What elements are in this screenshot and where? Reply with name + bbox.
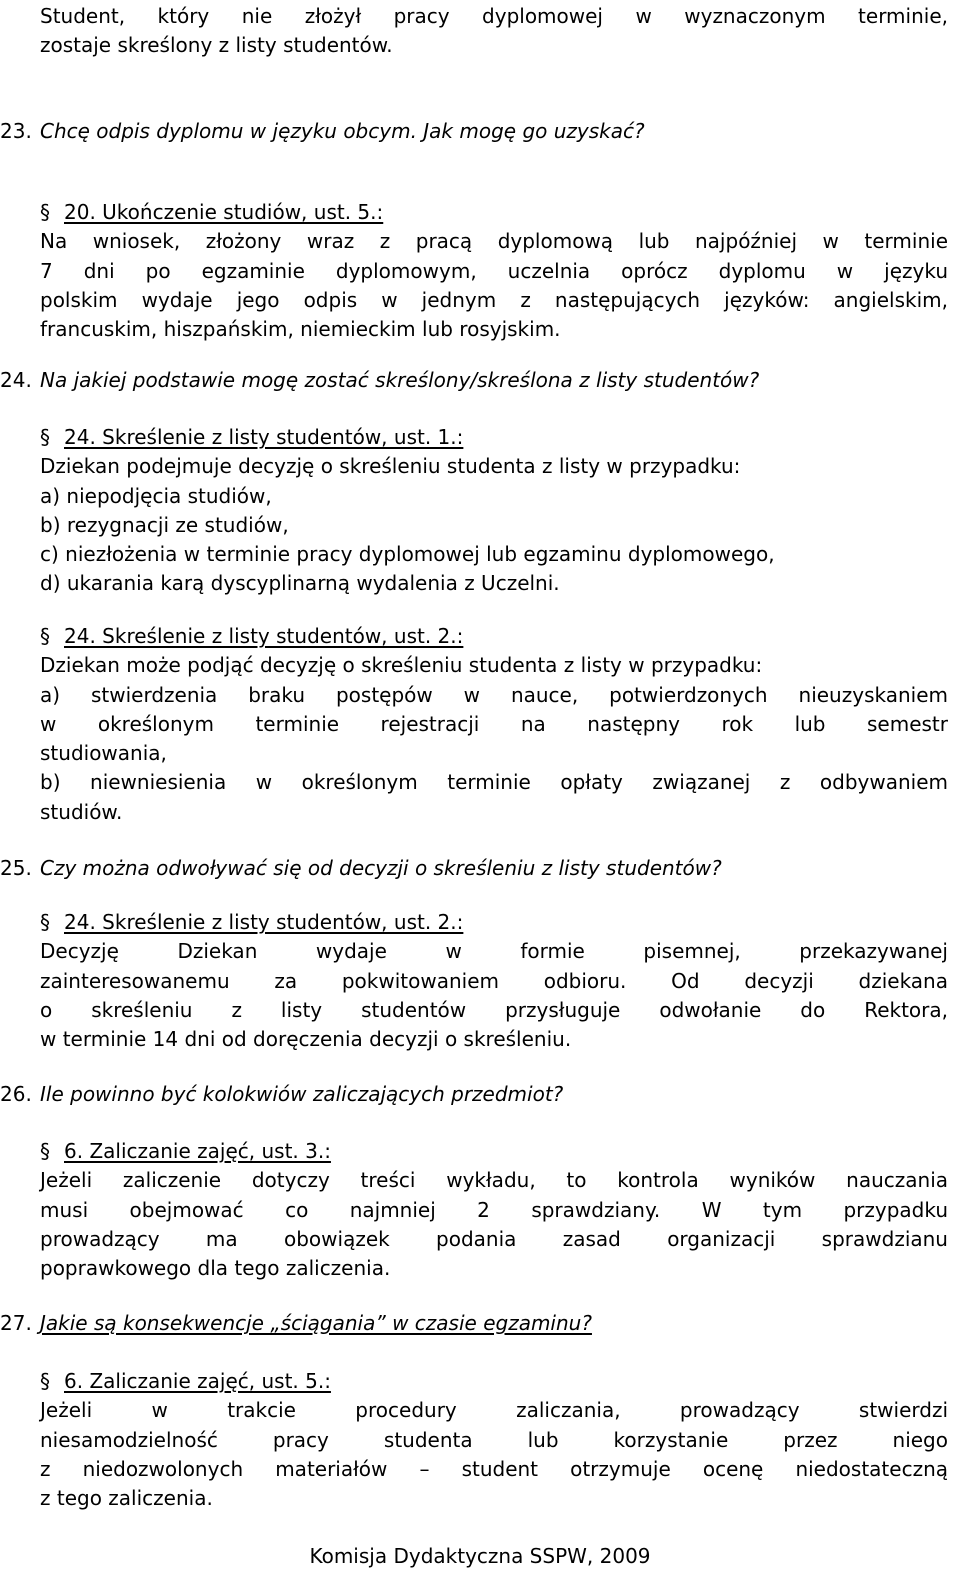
text-line: z niedozwolonych materiałów – student otrzymuje ocenę niedostateczną [40,1456,948,1481]
question-number: 27. [0,1311,32,1335]
question-heading [0,366,948,395]
text-line: studiów. [40,799,123,824]
question-number: 24. [0,368,32,392]
regulation-reference [40,423,948,452]
regulation-reference [40,908,948,937]
answer-26-1 [40,1137,948,1283]
text-line: b) rezygnacji ze studiów, [40,512,289,537]
section-sign-icon: § [40,1139,50,1163]
text-line: z tego zaliczenia. [40,1486,213,1511]
question-text: Czy można odwoływać się od decyzji o skreśleniu z listy studentów? [40,856,722,880]
text-line: studiowania, [40,741,167,766]
text-line: polskim wydaje jego odpis w jednym z następujących języków: angielskim, [40,287,948,312]
reference-text: 20. Ukończenie studiów, ust. 5.: [64,200,384,224]
text-line: Jeżeli zaliczenie dotyczy treści wykładu, to kontrola wyników nauczania [40,1168,948,1193]
regulation-reference [40,1137,948,1166]
question-number: 26. [0,1082,32,1106]
text-line: Decyzję Dziekan wydaje w formie pisemnej, przekazywanej [40,939,948,964]
text-line: musi obejmować co najmniej 2 sprawdziany. W tym przypadku [40,1197,948,1222]
intro-paragraph [40,2,948,61]
question-26 [0,1080,948,1109]
question-heading [0,854,948,883]
text-line: poprawkowego dla tego zaliczenia. [40,1256,391,1281]
text-line: Jeżeli w trakcie procedury zaliczania, prowadzący stwierdzi [40,1398,948,1423]
question-heading [0,117,948,146]
text-line: Dziekan podejmuje decyzję o skreśleniu studenta z listy w przypadku: [40,454,741,479]
text-line: w określonym terminie rejestracji na następny rok lub semestr [40,711,948,736]
question-text: Ile powinno być kolokwiów zaliczających przedmiot? [40,1082,564,1106]
reference-text: 24. Skreślenie z listy studentów, ust. 2.: [64,910,464,934]
section-sign-icon: § [40,624,50,648]
text-line: b) niewniesienia w określonym terminie opłaty związanej z odbywaniem [40,770,948,795]
section-sign-icon: § [40,1369,50,1393]
text-line: prowadzący ma obowiązek podania zasad organizacji sprawdzianu [40,1226,948,1251]
text-line: a) niepodjęcia studiów, [40,483,272,508]
answer-24-1 [40,423,948,599]
question-text: Chcę odpis dyplomu w języku obcym. Jak mogę go uzyskać? [40,119,645,143]
question-23 [0,117,948,146]
text-line: Student, który nie złożył pracy dyplomowej w wyznaczonym terminie, [40,4,948,28]
answer-24-2 [40,622,948,827]
regulation-reference [40,1367,948,1396]
text-line: francuskim, hiszpańskim, niemieckim lub rosyjskim. [40,317,561,342]
section-sign-icon: § [40,425,50,449]
text-line: zainteresowanemu za pokwitowaniem odbioru. Od decyzji dziekana [40,968,948,993]
section-sign-icon: § [40,910,50,934]
question-25 [0,854,948,883]
reference-text: 24. Skreślenie z listy studentów, ust. 1.: [64,425,464,449]
text-line: 7 dni po egzaminie dyplomowym, uczelnia oprócz dyplomu w języku [40,258,948,283]
answer-25-1 [40,908,948,1054]
question-27 [0,1309,948,1338]
question-heading [0,1080,948,1109]
question-heading [0,1309,948,1338]
text-line: niesamodzielność pracy studenta lub korzystanie przez niego [40,1427,948,1452]
reference-text: 24. Skreślenie z listy studentów, ust. 2.: [64,624,464,648]
text-line: o skreśleniu z listy studentów przysługuje odwołanie do Rektora, [40,997,948,1022]
regulation-reference [40,622,948,651]
text-line: zostaje skreślony z listy studentów. [40,33,393,58]
text-line: Dziekan może podjąć decyzję o skreśleniu studenta z listy w przypadku: [40,653,763,678]
question-text: Jakie są konsekwencje „ściągania” w czasie egzaminu? [40,1311,592,1335]
text-line: Na wniosek, złożony wraz z pracą dyplomową lub najpóźniej w terminie [40,229,948,254]
reference-text: 6. Zaliczanie zajęć, ust. 3.: [64,1139,331,1163]
section-sign-icon: § [40,200,50,224]
reference-text: 6. Zaliczanie zajęć, ust. 5.: [64,1369,331,1393]
text-line: d) ukarania karą dyscyplinarną wydalenia z Uczelni. [40,571,560,596]
question-number: 25. [0,856,32,880]
answer-27-1 [40,1367,948,1513]
question-24 [0,366,948,395]
text-line: a) stwierdzenia braku postępów w nauce, potwierdzonych nieuzyskaniem [40,682,948,707]
question-text: Na jakiej podstawie mogę zostać skreślony/skreślona z listy studentów? [40,368,760,392]
question-number: 23. [0,119,32,143]
text-line: c) niezłożenia w terminie pracy dyplomowej lub egzaminu dyplomowego, [40,542,775,567]
regulation-reference [40,198,948,227]
page-footer: Komisja Dydaktyczna SSPW, 2009 [309,1544,651,1568]
text-line: w terminie 14 dni od doręczenia decyzji o skreśleniu. [40,1027,572,1052]
answer-23-1 [40,198,948,344]
